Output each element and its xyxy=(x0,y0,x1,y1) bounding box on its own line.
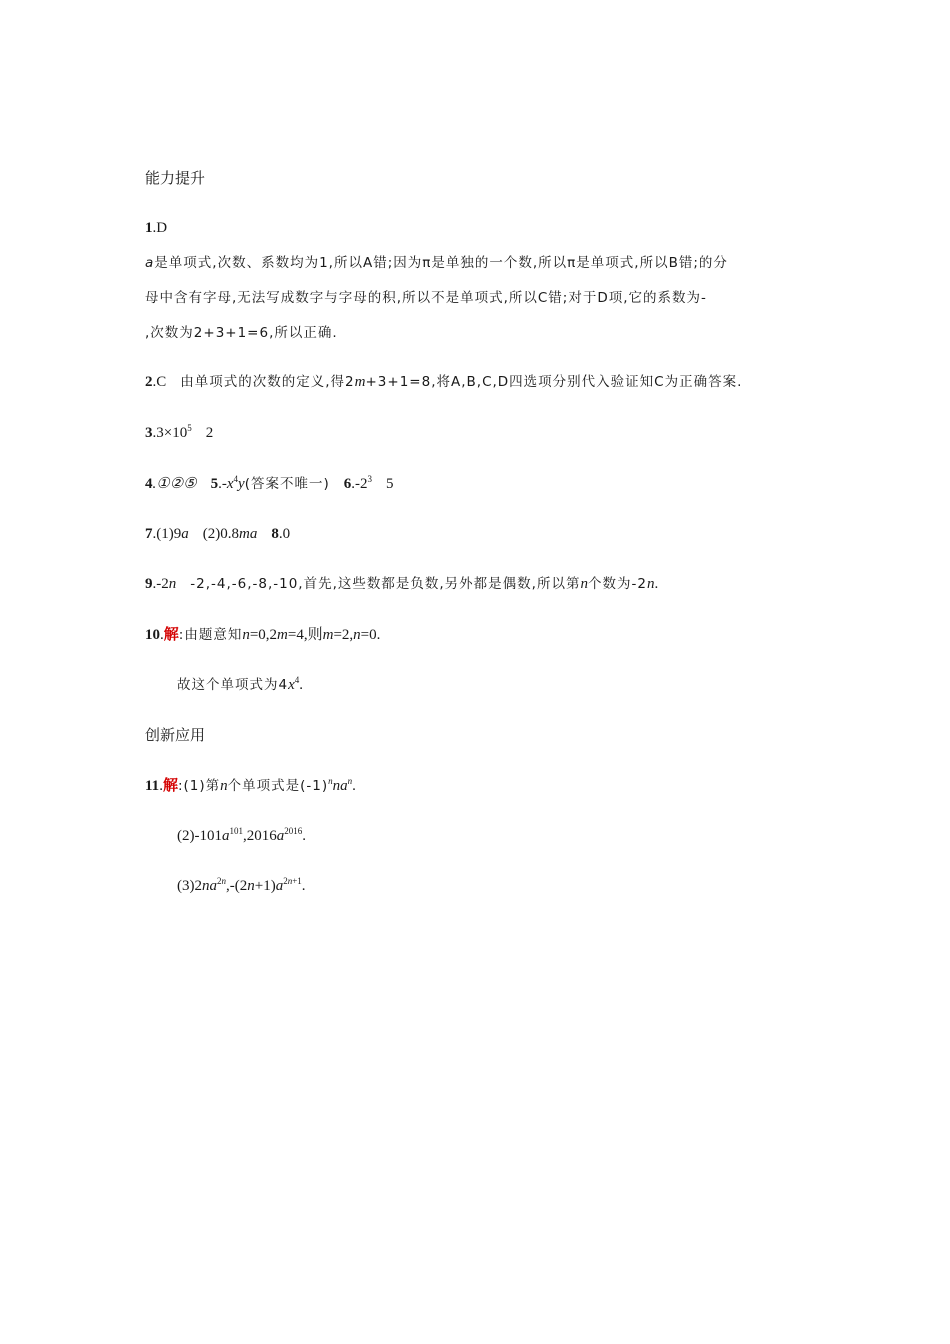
q3-answer: $3.3\times 10^5$ 2 xyxy=(145,423,214,441)
q11-number: 11 xyxy=(145,778,160,794)
q8-number: 8 xyxy=(271,526,279,542)
q7-q8-answers: 7.(1)9a (2)0.8ma 8.0 xyxy=(145,526,291,542)
q3-number: 3 xyxy=(145,425,153,441)
q1-number: 1 xyxy=(145,220,153,236)
q2-number: 2 xyxy=(145,374,153,390)
q1-answer xyxy=(145,218,167,238)
q4-number: 4 xyxy=(145,476,153,492)
solution-label: 解 xyxy=(162,776,178,794)
q5-number: 5 xyxy=(210,476,219,492)
q1-explanation-line-3: ,次数为2+3+1=6,所以正确. xyxy=(145,325,338,341)
q2-answer: 2.C 由单项式的次数的定义,得2m+3+1=8,将A,B,C,D四选项分别代入验证知C为正确答案. xyxy=(145,374,743,390)
section-heading-innovation: 创新应用 xyxy=(145,726,206,744)
q11-solution-line-3: $(3)2na^{2n},-(2n+1)a^{2n+1}$. xyxy=(177,876,306,894)
section-heading-ability: 能力提升 xyxy=(145,169,206,187)
q1-explanation-line-2: 母中含有字母,无法写成数字与字母的积,所以不是单项式,所以C错;对于D项,它的系数为- xyxy=(145,290,707,306)
q9-answer: 9.-2n -2,-4,-6,-8,-10,首先,这些数都是负数,另外都是偶数,所以第n个数为-2n. xyxy=(145,576,659,592)
q1-choice: .D xyxy=(152,220,168,236)
q11-solution-line-1: 11.解:(1)第n个单项式是$(-1)^nna^n$. xyxy=(145,776,356,794)
var-a: a xyxy=(145,255,155,271)
q10-solution-line-1: 10.解:由题意知n=0,2m=4,则m=2,n=0. xyxy=(145,625,381,643)
q9-number: 9 xyxy=(145,576,153,592)
q6-number: 6 xyxy=(343,476,352,492)
q4-q5-q6-answers: 4.①②⑤ $5.-x^4y$(答案不唯一) $6.-2^3$ 5 xyxy=(145,474,394,492)
q1-explanation-line-1: a是单项式,次数、系数均为1,所以A错;因为π是单独的一个数,所以π是单项式,所以B错;的分 xyxy=(145,255,728,271)
q7-number: 7 xyxy=(145,526,153,542)
q10-solution-line-2: 故这个单项式为$4x^4$. xyxy=(177,675,304,693)
solution-label: 解 xyxy=(163,625,179,643)
q11-solution-line-2: $(2)-101a^{101},2016a^{2016}$. xyxy=(177,826,306,844)
q10-number: 10 xyxy=(145,627,160,643)
